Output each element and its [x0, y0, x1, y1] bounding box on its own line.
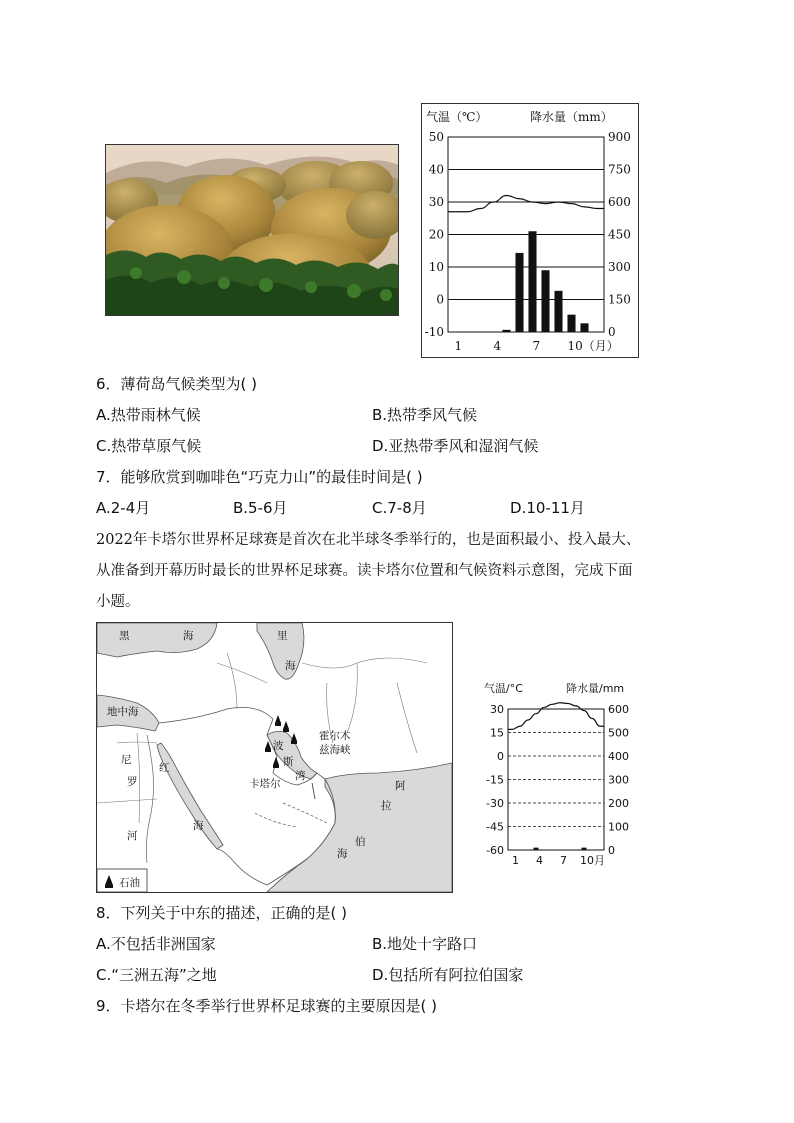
arabian-sea: [267, 763, 452, 892]
chart2-precip-tick: 0: [608, 844, 615, 857]
chart1-precip-bar: [554, 291, 562, 332]
chart1-temp-tick: 0: [436, 292, 444, 307]
intro-line-1: 2022年卡塔尔世界杯足球赛是首次在北半球冬季举行的，也是面积最小、投入最大、: [96, 532, 641, 548]
chart2-precip-bar: [534, 848, 539, 850]
chart1-precip-tick: 0: [608, 325, 616, 339]
chart2-temp-header: 气温/°C: [484, 682, 523, 695]
label-red-sea-1: 红: [159, 762, 170, 774]
hills-illustration: [106, 145, 398, 315]
red-sea: [157, 743, 223, 849]
chart2-precip-header: 降水量/mm: [566, 682, 625, 695]
chart2-temp-tick: 30: [490, 703, 504, 716]
label-persian-1: 波: [273, 740, 284, 752]
q8-option-b[interactable]: B.地处十字路口: [372, 935, 478, 953]
label-black-sea-2: 海: [183, 630, 194, 642]
chart1-x-tick: 10（月）: [567, 339, 619, 353]
q9-stem: 9．卡塔尔在冬季举行世界杯足球赛的主要原因是( ): [96, 997, 438, 1015]
chart1-x-tick: 7: [532, 339, 541, 353]
chart2-x-tick: 7: [560, 854, 567, 867]
chart2-precip-tick: 200: [608, 797, 629, 810]
chart1-precip-tick: 450: [608, 227, 631, 242]
chart2-precip-tick: 400: [608, 750, 629, 763]
q7-option-a[interactable]: A.2-4月: [96, 499, 151, 517]
chart2-x-tick: 1: [512, 854, 519, 867]
chart1-temp-tick: 50: [428, 130, 444, 144]
q8-option-c[interactable]: C.“三洲五海”之地: [96, 966, 217, 984]
q6-stem: 6．薄荷岛气候类型为( ): [96, 375, 258, 393]
chart1-precip-tick: 750: [608, 162, 631, 177]
chart1-x-tick: 1: [454, 339, 463, 353]
chart2-temp-tick: -45: [486, 820, 504, 834]
chart2-precip-bar: [582, 848, 587, 850]
label-hormuz-2: 兹海峡: [319, 744, 351, 756]
chart1-precip-header: 降水量（mm）: [530, 110, 613, 124]
q7-option-b[interactable]: B.5-6月: [233, 499, 288, 517]
q6-option-a[interactable]: A.热带雨林气候: [96, 406, 201, 424]
label-arabian-3: 伯: [355, 836, 366, 848]
chocolate-hills-photo: [105, 144, 399, 316]
intro-line-3: 小题。: [96, 594, 140, 610]
chart1-precip-tick: 150: [608, 292, 631, 307]
label-nile-1: 尼: [121, 754, 132, 766]
q6-option-b[interactable]: B.热带季风气候: [372, 406, 478, 424]
climate-chart-1: [421, 103, 639, 358]
q6-option-c[interactable]: C.热带草原气候: [96, 437, 202, 455]
chart2-temp-tick: 0: [497, 750, 504, 763]
map-svg: [97, 623, 452, 892]
chart2-x-tick: 4: [536, 854, 543, 867]
chart2-precip-tick: 600: [608, 703, 629, 716]
label-arabian-2: 拉: [381, 800, 392, 812]
q8-stem: 8．下列关于中东的描述，正确的是( ): [96, 904, 348, 922]
intro-line-2: 从准备到开幕历时最长的世界杯足球赛。读卡塔尔位置和气候资料示意图，完成下面: [96, 563, 633, 579]
chart1-temp-tick: -10: [424, 325, 444, 339]
chart1-x-tick: 4: [493, 339, 502, 353]
label-red-sea-2: 海: [193, 820, 204, 832]
chart1-temp-tick: 40: [428, 162, 444, 177]
chart2-temp-tick: -60: [486, 844, 504, 857]
label-persian-2: 斯: [283, 756, 294, 768]
climate-chart-2-svg: [482, 680, 642, 870]
chart1-temp-header: 气温（℃）: [426, 110, 488, 124]
label-black-sea-1: 黑: [119, 630, 130, 642]
chart1-precip-tick: 300: [608, 260, 631, 274]
chart1-precip-bar: [502, 330, 510, 332]
climate-chart-2: [482, 680, 642, 870]
chart1-precip-bar: [541, 270, 549, 332]
climate-chart-1-svg: [422, 104, 638, 357]
label-qatar: 卡塔尔: [249, 778, 281, 790]
label-arabian-4: 海: [337, 848, 348, 860]
chart1-precip-bar: [580, 323, 588, 332]
chart1-precip-bar: [567, 315, 575, 332]
chart2-precip-tick: 100: [608, 820, 629, 834]
label-caspian-1: 里: [277, 630, 288, 642]
chart2-temp-line: [508, 703, 604, 730]
q7-option-c[interactable]: C.7-8月: [372, 499, 427, 517]
chart1-temp-tick: 10: [428, 260, 444, 274]
chart2-x-tick: 10月: [580, 854, 605, 867]
chart1-temp-tick: 20: [428, 227, 444, 242]
map-legend-label: 石油: [119, 877, 140, 889]
label-hormuz-1: 霍尔木: [319, 730, 351, 742]
chart2-precip-tick: 300: [608, 773, 629, 787]
chart1-precip-tick: 900: [608, 130, 631, 144]
chart1-temp-tick: 30: [428, 195, 444, 209]
black-sea: [97, 623, 217, 657]
q8-option-d[interactable]: D.包括所有阿拉伯国家: [372, 966, 524, 984]
chart2-temp-tick: 15: [490, 726, 504, 740]
chart2-precip-tick: 500: [608, 726, 629, 740]
chart1-precip-bar: [515, 253, 523, 332]
q7-option-d[interactable]: D.10-11月: [510, 499, 585, 517]
middle-east-map: [96, 622, 453, 893]
q8-option-a[interactable]: A.不包括非洲国家: [96, 935, 216, 953]
chart2-temp-tick: -30: [486, 797, 504, 810]
label-nile-3: 河: [127, 830, 138, 842]
label-mediterranean: 地中海: [107, 706, 139, 718]
chart2-temp-tick: -15: [486, 773, 504, 787]
label-persian-3: 湾: [295, 770, 306, 782]
chart1-temp-line: [448, 196, 604, 212]
q7-stem: 7．能够欣赏到咖啡色“巧克力山”的最佳时间是( ): [96, 468, 423, 486]
label-caspian-2: 海: [285, 660, 296, 672]
chart1-precip-bar: [528, 231, 536, 332]
label-nile-2: 罗: [127, 776, 138, 788]
label-arabian-1: 阿: [395, 780, 406, 792]
chart1-precip-tick: 600: [608, 195, 631, 209]
q6-option-d[interactable]: D.亚热带季风和湿润气候: [372, 437, 539, 455]
